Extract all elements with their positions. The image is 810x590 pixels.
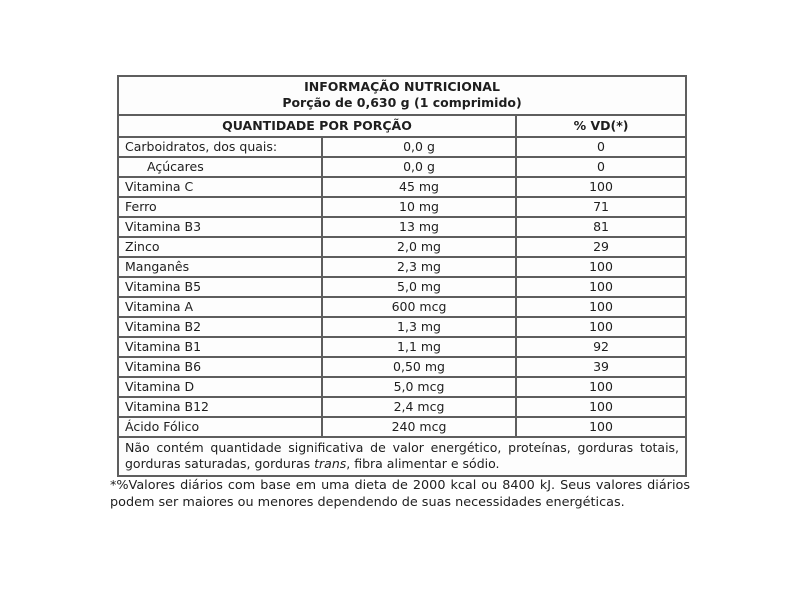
nutrient-amount: 0,50 mg	[322, 357, 516, 377]
nutrient-amount: 5,0 mcg	[322, 377, 516, 397]
table-row	[118, 377, 686, 397]
table-title: INFORMAÇÃO NUTRICIONAL	[304, 79, 500, 94]
nutrient-name: Vitamina C	[118, 177, 322, 197]
table-subtitle: Porção de 0,630 g (1 comprimido)	[282, 95, 522, 110]
nutrient-name: Vitamina B1	[118, 337, 322, 357]
nutrient-vd: 39	[516, 357, 686, 377]
nutrient-vd: 100	[516, 257, 686, 277]
nutrient-name: Ácido Fólico	[118, 417, 322, 437]
nutrient-amount: 600 mcg	[322, 297, 516, 317]
nutrient-vd: 100	[516, 417, 686, 437]
nutrient-name: Vitamina B6	[118, 357, 322, 377]
nutrient-amount: 45 mg	[322, 177, 516, 197]
note-text-after: , fibra alimentar e sódio.	[346, 456, 500, 471]
nutrient-amount: 10 mg	[322, 197, 516, 217]
nutrient-vd: 100	[516, 397, 686, 417]
nutrient-name: Zinco	[118, 237, 322, 257]
table-row	[118, 197, 686, 217]
table-row	[118, 397, 686, 417]
daily-values-footnote: *%Valores diários com base em uma dieta de 2000 kcal ou 8400 kJ. Seus valores diários podem ser maiores ou menores dependendo de suas necessidades energéticas.	[110, 478, 690, 510]
nutrient-vd: 92	[516, 337, 686, 357]
table-title-cell	[118, 76, 686, 115]
nutrient-vd: 100	[516, 277, 686, 297]
nutrient-vd: 100	[516, 177, 686, 197]
nutrient-amount: 13 mg	[322, 217, 516, 237]
percent-dv-header: % VD(*)	[516, 115, 686, 137]
nutrition-facts-table	[117, 75, 687, 477]
nutrient-name: Ferro	[118, 197, 322, 217]
title-row	[118, 76, 686, 115]
table-row	[118, 417, 686, 437]
nutrient-vd: 0	[516, 157, 686, 177]
nutrient-amount: 2,3 mg	[322, 257, 516, 277]
nutrient-name: Vitamina B2	[118, 317, 322, 337]
table-row	[118, 317, 686, 337]
nutrient-vd: 81	[516, 217, 686, 237]
nutrient-amount: 0,0 g	[322, 137, 516, 157]
nutrient-name: Vitamina A	[118, 297, 322, 317]
nutrient-name: Vitamina B3	[118, 217, 322, 237]
nutrient-rows	[118, 137, 686, 437]
table-row	[118, 137, 686, 157]
table-row	[118, 177, 686, 197]
nutrient-amount: 240 mcg	[322, 417, 516, 437]
note-row	[118, 437, 686, 476]
nutrient-name: Vitamina B12	[118, 397, 322, 417]
nutrient-amount: 5,0 mg	[322, 277, 516, 297]
nutrient-name: Manganês	[118, 257, 322, 277]
column-header-row	[118, 115, 686, 137]
table-row	[118, 157, 686, 177]
quantity-per-serving-header: QUANTIDADE POR PORÇÃO	[118, 115, 516, 137]
nutrient-amount: 2,4 mcg	[322, 397, 516, 417]
nutrient-name: Vitamina B5	[118, 277, 322, 297]
table-row	[118, 217, 686, 237]
nutrient-name: Vitamina D	[118, 377, 322, 397]
table-row	[118, 237, 686, 257]
nutrient-vd: 100	[516, 377, 686, 397]
nutrient-vd: 100	[516, 297, 686, 317]
nutrient-vd: 71	[516, 197, 686, 217]
note-text-before: Não contém quantidade significativa de valor energético, proteínas, gorduras totais, gorduras saturadas, gorduras	[125, 440, 680, 471]
nutrient-amount: 1,3 mg	[322, 317, 516, 337]
table-row	[118, 297, 686, 317]
no-significant-amount-note	[118, 437, 686, 476]
nutrient-name: Açúcares	[118, 157, 322, 177]
nutrient-amount: 2,0 mg	[322, 237, 516, 257]
nutrient-amount: 0,0 g	[322, 157, 516, 177]
table-row	[118, 357, 686, 377]
note-text-italic-trans: trans	[314, 456, 347, 471]
nutrient-vd: 0	[516, 137, 686, 157]
table-row	[118, 277, 686, 297]
nutrient-vd: 100	[516, 317, 686, 337]
table-row	[118, 257, 686, 277]
nutrient-amount: 1,1 mg	[322, 337, 516, 357]
nutrient-name: Carboidratos, dos quais:	[118, 137, 322, 157]
nutrient-vd: 29	[516, 237, 686, 257]
table-row	[118, 337, 686, 357]
